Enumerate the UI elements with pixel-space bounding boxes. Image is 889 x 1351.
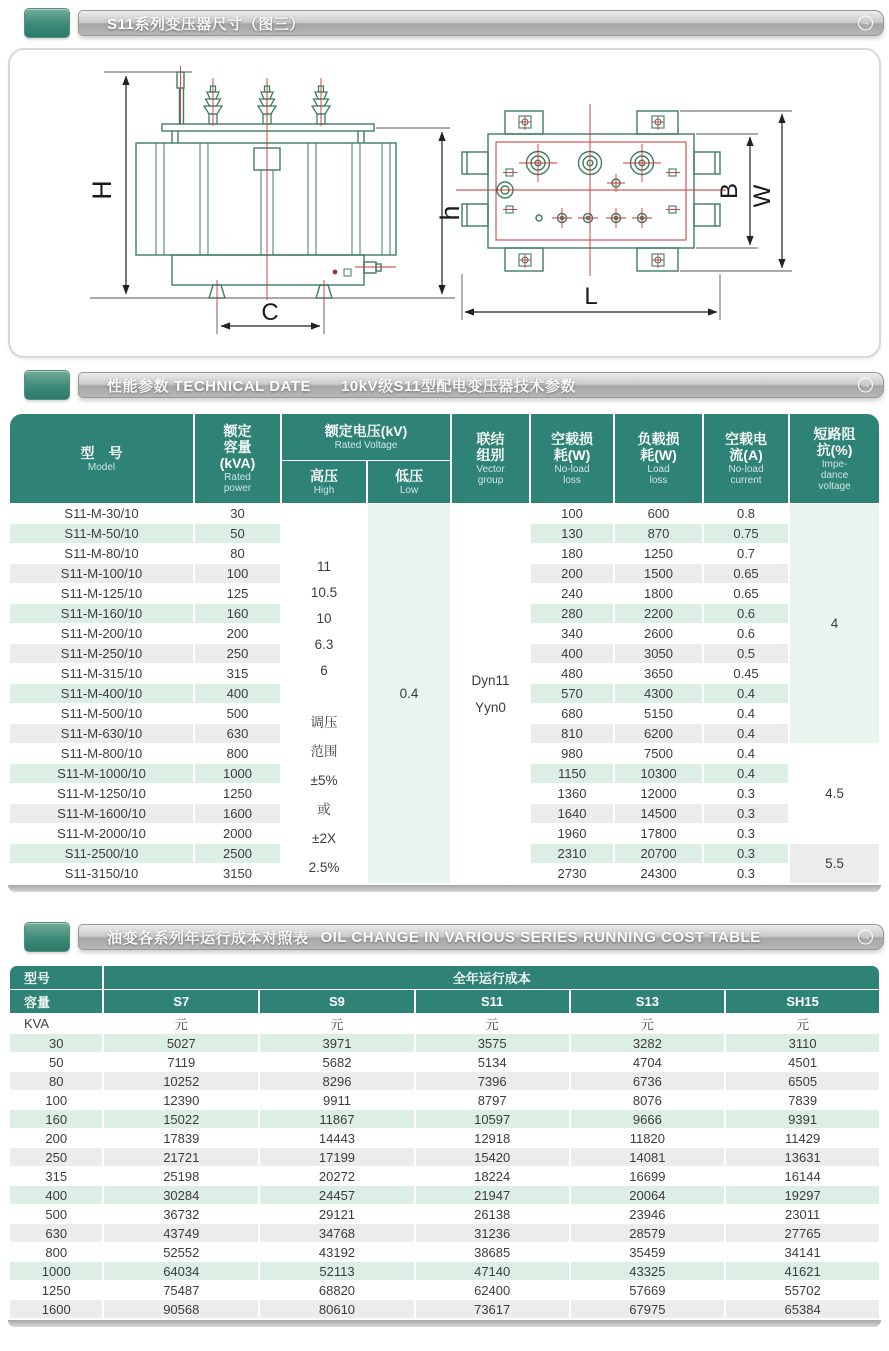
cost-cell: 29121 xyxy=(260,1205,414,1223)
capacity-cell: 50 xyxy=(10,1053,102,1071)
cost-cell: 5134 xyxy=(416,1053,569,1071)
section-header-dimensions xyxy=(24,8,884,38)
model-cell: S11-M-80/10 xyxy=(10,544,193,563)
cost-cell: 4501 xyxy=(726,1053,879,1071)
no-load-loss-cell: 1150 xyxy=(531,764,613,783)
currency-unit-cell: 元 xyxy=(104,1014,258,1033)
capacity-cell: 80 xyxy=(195,544,280,563)
cost-cell: 34141 xyxy=(726,1243,879,1261)
no-load-current-cell: 0.65 xyxy=(704,564,788,583)
cost-cell: 80610 xyxy=(260,1300,414,1318)
no-load-current-cell: 0.4 xyxy=(704,744,788,763)
load-loss-cell: 2200 xyxy=(615,604,702,623)
model-cell: S11-M-125/10 xyxy=(10,584,193,603)
cost-cell: 24457 xyxy=(260,1186,414,1204)
cost-cell: 43749 xyxy=(104,1224,258,1242)
cost-col-header-annual-cost: 全年运行成本 xyxy=(104,966,879,989)
cost-cell: 43325 xyxy=(571,1262,725,1280)
cost-cell: 38685 xyxy=(416,1243,569,1261)
cost-col-header-s13: S13 xyxy=(571,990,725,1013)
col-header-vector-group: 联结 组别 Vector group xyxy=(452,414,529,503)
section-tab-icon xyxy=(24,370,70,400)
cost-table-row xyxy=(10,1205,879,1223)
no-load-current-cell: 0.6 xyxy=(704,604,788,623)
cost-cell: 5682 xyxy=(260,1053,414,1071)
cost-cell: 14443 xyxy=(260,1129,414,1147)
transformer-dimension-drawing xyxy=(10,50,879,354)
cost-cell: 7396 xyxy=(416,1072,569,1090)
capacity-cell: 800 xyxy=(10,1243,102,1261)
currency-unit-cell: 元 xyxy=(571,1014,725,1033)
cost-cell: 13631 xyxy=(726,1148,879,1166)
cost-cell: 6736 xyxy=(571,1072,725,1090)
arrow-circle-icon[interactable]: → xyxy=(858,16,873,31)
cost-cell: 75487 xyxy=(104,1281,258,1299)
no-load-current-cell: 0.3 xyxy=(704,844,788,863)
cost-col-header-s9: S9 xyxy=(260,990,414,1013)
load-loss-cell: 1250 xyxy=(615,544,702,563)
capacity-cell: 400 xyxy=(10,1186,102,1204)
cost-col-header-s11: S11 xyxy=(416,990,569,1013)
no-load-current-cell: 0.7 xyxy=(704,544,788,563)
cost-cell: 43192 xyxy=(260,1243,414,1261)
cost-cell: 7119 xyxy=(104,1053,258,1071)
no-load-current-cell: 0.4 xyxy=(704,704,788,723)
capacity-cell: 30 xyxy=(10,1034,102,1052)
no-load-current-cell: 0.75 xyxy=(704,524,788,543)
cost-cell: 21721 xyxy=(104,1148,258,1166)
load-loss-cell: 2600 xyxy=(615,624,702,643)
capacity-cell: 3150 xyxy=(195,864,280,883)
cost-cell: 23946 xyxy=(571,1205,725,1223)
oil-drain-dot xyxy=(333,270,338,275)
cost-col-header-model: 型号 xyxy=(10,966,102,989)
model-cell: S11-M-315/10 xyxy=(10,664,193,683)
cost-cell: 12390 xyxy=(104,1091,258,1109)
impedance-merged-cell: 4.5 xyxy=(790,744,879,843)
hv-bushing-icon xyxy=(204,78,222,126)
capacity-cell: 1000 xyxy=(10,1262,102,1280)
cost-cell: 25198 xyxy=(104,1167,258,1185)
cost-cell: 8296 xyxy=(260,1072,414,1090)
model-cell: S11-M-30/10 xyxy=(10,504,193,523)
cost-cell: 3282 xyxy=(571,1034,725,1052)
cost-cell: 5027 xyxy=(104,1034,258,1052)
side-view-drawing xyxy=(87,66,465,334)
no-load-loss-cell: 810 xyxy=(531,724,613,743)
cost-col-header-s7: S7 xyxy=(104,990,258,1013)
cost-cell: 15420 xyxy=(416,1148,569,1166)
capacity-cell: 125 xyxy=(195,584,280,603)
load-loss-cell: 3650 xyxy=(615,664,702,683)
cost-cell: 7839 xyxy=(726,1091,879,1109)
capacity-cell: 1600 xyxy=(195,804,280,823)
capacity-cell: 200 xyxy=(10,1129,102,1147)
cost-table-row xyxy=(10,1243,879,1261)
no-load-current-cell: 0.3 xyxy=(704,824,788,843)
capacity-cell: 500 xyxy=(10,1205,102,1223)
hv-tap-range: 调压 范围 ±5% 或 ±2X 2.5% xyxy=(308,715,340,875)
no-load-loss-cell: 130 xyxy=(531,524,613,543)
high-voltage-merged-cell xyxy=(282,504,366,883)
section-tab-icon xyxy=(24,922,70,952)
cost-cell: 14081 xyxy=(571,1148,725,1166)
load-loss-cell: 4300 xyxy=(615,684,702,703)
cost-cell: 90568 xyxy=(104,1300,258,1318)
cost-cell: 16699 xyxy=(571,1167,725,1185)
cost-table-row xyxy=(10,1148,879,1166)
cost-table-row xyxy=(10,1262,879,1280)
capacity-cell: 200 xyxy=(195,624,280,643)
cost-cell: 4704 xyxy=(571,1053,725,1071)
section-title: 性能参数 TECHNICAL DATE xyxy=(107,377,311,395)
cost-table-row xyxy=(10,1110,879,1128)
cost-cell: 31236 xyxy=(416,1224,569,1242)
capacity-cell: 160 xyxy=(10,1110,102,1128)
no-load-loss-cell: 480 xyxy=(531,664,613,683)
model-cell: S11-M-50/10 xyxy=(10,524,193,543)
cost-cell: 9391 xyxy=(726,1110,879,1128)
table-bottom-shadow xyxy=(8,885,881,892)
cost-cell: 11820 xyxy=(571,1129,725,1147)
model-cell: S11-M-100/10 xyxy=(10,564,193,583)
cost-cell: 47140 xyxy=(416,1262,569,1280)
col-header-impedance: 短路阻 抗(%) Impe- dance voltage xyxy=(790,414,879,503)
cost-cell: 73617 xyxy=(416,1300,569,1318)
cost-cell: 3110 xyxy=(726,1034,879,1052)
no-load-current-cell: 0.5 xyxy=(704,644,788,663)
load-loss-cell: 600 xyxy=(615,504,702,523)
cost-cell: 57669 xyxy=(571,1281,725,1299)
cost-col-header-sh15: SH15 xyxy=(726,990,879,1013)
section-strip xyxy=(78,372,884,398)
model-cell: S11-M-400/10 xyxy=(10,684,193,703)
tech-table-body xyxy=(10,504,879,883)
load-loss-cell: 5150 xyxy=(615,704,702,723)
load-loss-cell: 1800 xyxy=(615,584,702,603)
capacity-cell: 100 xyxy=(195,564,280,583)
cost-table-row xyxy=(10,1091,879,1109)
capacity-cell: 1600 xyxy=(10,1300,102,1318)
no-load-loss-cell: 1360 xyxy=(531,784,613,803)
dimension-drawing-card xyxy=(8,48,881,358)
table-bottom-shadow xyxy=(8,1320,881,1327)
no-load-loss-cell: 2310 xyxy=(531,844,613,863)
capacity-cell: 1250 xyxy=(195,784,280,803)
col-header-low-voltage: 低压 Low xyxy=(368,461,450,503)
cost-cell: 10252 xyxy=(104,1072,258,1090)
model-cell: S11-M-2000/10 xyxy=(10,824,193,843)
currency-unit-cell: 元 xyxy=(416,1014,569,1033)
capacity-cell: 250 xyxy=(195,644,280,663)
capacity-cell: 500 xyxy=(195,704,280,723)
no-load-current-cell: 0.4 xyxy=(704,724,788,743)
model-cell: S11-3150/10 xyxy=(10,864,193,883)
capacity-cell: 160 xyxy=(195,604,280,623)
cost-cell: 52552 xyxy=(104,1243,258,1261)
load-loss-cell: 7500 xyxy=(615,744,702,763)
hv-voltage-values: 11 10.5 10 6.3 6 xyxy=(310,559,338,678)
cost-cell: 62400 xyxy=(416,1281,569,1299)
cost-cell: 28579 xyxy=(571,1224,725,1242)
cost-table-row xyxy=(10,1167,879,1185)
cost-table-row xyxy=(10,1053,879,1071)
cost-cell: 8797 xyxy=(416,1091,569,1109)
model-cell: S11-M-1250/10 xyxy=(10,784,193,803)
capacity-cell: 315 xyxy=(10,1167,102,1185)
no-load-current-cell: 0.3 xyxy=(704,804,788,823)
cost-cell: 3971 xyxy=(260,1034,414,1052)
load-loss-cell: 870 xyxy=(615,524,702,543)
cost-table-row xyxy=(10,1034,879,1052)
no-load-loss-cell: 400 xyxy=(531,644,613,663)
arrow-circle-icon[interactable]: → xyxy=(858,930,873,945)
kva-unit-label: KVA xyxy=(10,1014,102,1033)
running-cost-table xyxy=(8,965,881,1319)
col-header-no-load-loss: 空载损 耗(W) No-load loss xyxy=(531,414,613,503)
capacity-cell: 630 xyxy=(10,1224,102,1242)
dimension-label-C: C xyxy=(261,299,279,326)
capacity-cell: 2000 xyxy=(195,824,280,843)
no-load-current-cell: 0.8 xyxy=(704,504,788,523)
no-load-loss-cell: 1640 xyxy=(531,804,613,823)
section-title: 油变各系列年运行成本对照表 xyxy=(107,929,309,947)
dimension-label-H: H xyxy=(87,180,117,200)
cost-cell: 21947 xyxy=(416,1186,569,1204)
col-header-rated-voltage: 额定电压(kV) Rated Voltage xyxy=(282,414,450,460)
no-load-loss-cell: 2730 xyxy=(531,864,613,883)
load-loss-cell: 12000 xyxy=(615,784,702,803)
currency-unit-cell: 元 xyxy=(726,1014,879,1033)
no-load-loss-cell: 1960 xyxy=(531,824,613,843)
section-title-en: OIL CHANGE IN VARIOUS SERIES RUNNING COST TABLE xyxy=(320,928,761,946)
capacity-cell: 2500 xyxy=(195,844,280,863)
cost-cell: 11429 xyxy=(726,1129,879,1147)
dimension-label-L: L xyxy=(584,283,598,310)
cost-cell: 26138 xyxy=(416,1205,569,1223)
cost-cell: 23011 xyxy=(726,1205,879,1223)
cost-table-row xyxy=(10,1129,879,1147)
dimension-label-h: h xyxy=(435,205,465,221)
tech-table-header xyxy=(10,414,879,503)
no-load-loss-cell: 280 xyxy=(531,604,613,623)
load-loss-cell: 17800 xyxy=(615,824,702,843)
cost-table-row xyxy=(10,1300,879,1318)
cost-table-row xyxy=(10,1281,879,1299)
cost-cell: 67975 xyxy=(571,1300,725,1318)
cost-cell: 27765 xyxy=(726,1224,879,1242)
no-load-loss-cell: 340 xyxy=(531,624,613,643)
low-voltage-merged-cell: 0.4 xyxy=(368,504,450,883)
cost-table-body xyxy=(10,1014,879,1318)
cost-cell: 20272 xyxy=(260,1167,414,1185)
no-load-loss-cell: 570 xyxy=(531,684,613,703)
cost-cell: 12918 xyxy=(416,1129,569,1147)
no-load-current-cell: 0.45 xyxy=(704,664,788,683)
cost-cell: 19297 xyxy=(726,1186,879,1204)
no-load-current-cell: 0.3 xyxy=(704,864,788,883)
no-load-loss-cell: 100 xyxy=(531,504,613,523)
section-strip xyxy=(78,10,884,36)
load-loss-cell: 1500 xyxy=(615,564,702,583)
tech-table-row xyxy=(10,504,879,523)
dimension-label-B: B xyxy=(716,182,743,200)
section-header-technical xyxy=(24,370,884,400)
cost-cell: 17199 xyxy=(260,1148,414,1166)
capacity-cell: 630 xyxy=(195,724,280,743)
section-subtitle: 10kV级S11型配电变压器技术参数 xyxy=(340,377,576,395)
col-header-high-voltage: 高压 High xyxy=(282,461,366,503)
col-header-load-loss: 负载损 耗(W) Load loss xyxy=(615,414,702,503)
section-tab-icon xyxy=(24,8,70,38)
cost-cell: 8076 xyxy=(571,1091,725,1109)
section-strip xyxy=(78,924,884,950)
cost-cell: 30284 xyxy=(104,1186,258,1204)
cost-cell: 20064 xyxy=(571,1186,725,1204)
cost-cell: 15022 xyxy=(104,1110,258,1128)
dimension-label-W: W xyxy=(749,184,776,208)
capacity-cell: 80 xyxy=(10,1072,102,1090)
no-load-current-cell: 0.3 xyxy=(704,784,788,803)
capacity-cell: 1000 xyxy=(195,764,280,783)
cost-cell: 52113 xyxy=(260,1262,414,1280)
no-load-loss-cell: 980 xyxy=(531,744,613,763)
no-load-loss-cell: 200 xyxy=(531,564,613,583)
model-cell: S11-M-630/10 xyxy=(10,724,193,743)
currency-unit-cell: 元 xyxy=(260,1014,414,1033)
load-loss-cell: 6200 xyxy=(615,724,702,743)
col-header-capacity: 额定 容量 (kVA) Rated power xyxy=(195,414,280,503)
cost-cell: 65384 xyxy=(726,1300,879,1318)
cost-col-header-capacity: 容量 xyxy=(10,990,102,1013)
no-load-loss-cell: 240 xyxy=(531,584,613,603)
cost-table-row xyxy=(10,1224,879,1242)
top-view-drawing xyxy=(456,104,792,320)
capacity-cell: 30 xyxy=(195,504,280,523)
cost-table-header xyxy=(10,966,879,1013)
section-header-cost xyxy=(24,922,884,952)
model-cell: S11-2500/10 xyxy=(10,844,193,863)
model-cell: S11-M-500/10 xyxy=(10,704,193,723)
capacity-cell: 800 xyxy=(195,744,280,763)
load-loss-cell: 10300 xyxy=(615,764,702,783)
cost-cell: 18224 xyxy=(416,1167,569,1185)
impedance-merged-cell: 4 xyxy=(790,504,879,743)
capacity-cell: 315 xyxy=(195,664,280,683)
cost-cell: 16144 xyxy=(726,1167,879,1185)
cost-cell: 36732 xyxy=(104,1205,258,1223)
model-cell: S11-M-1600/10 xyxy=(10,804,193,823)
vector-group-merged-cell: Dyn11 Yyn0 xyxy=(452,504,529,883)
cost-cell: 35459 xyxy=(571,1243,725,1261)
cost-cell: 11867 xyxy=(260,1110,414,1128)
model-cell: S11-M-250/10 xyxy=(10,644,193,663)
load-loss-cell: 24300 xyxy=(615,864,702,883)
load-loss-cell: 3050 xyxy=(615,644,702,663)
model-cell: S11-M-200/10 xyxy=(10,624,193,643)
no-load-current-cell: 0.4 xyxy=(704,764,788,783)
col-header-model: 型 号 Model xyxy=(10,414,193,503)
cost-unit-row xyxy=(10,1014,879,1033)
cost-cell: 9666 xyxy=(571,1110,725,1128)
cost-cell: 64034 xyxy=(104,1262,258,1280)
model-cell: S11-M-160/10 xyxy=(10,604,193,623)
section-title: S11系列变压器尺寸（图三） xyxy=(107,15,305,33)
no-load-loss-cell: 680 xyxy=(531,704,613,723)
cost-cell: 9911 xyxy=(260,1091,414,1109)
model-cell: S11-M-1000/10 xyxy=(10,764,193,783)
no-load-loss-cell: 180 xyxy=(531,544,613,563)
no-load-current-cell: 0.4 xyxy=(704,684,788,703)
no-load-current-cell: 0.65 xyxy=(704,584,788,603)
model-cell: S11-M-800/10 xyxy=(10,744,193,763)
capacity-cell: 400 xyxy=(195,684,280,703)
capacity-cell: 1250 xyxy=(10,1281,102,1299)
no-load-current-cell: 0.6 xyxy=(704,624,788,643)
load-loss-cell: 14500 xyxy=(615,804,702,823)
capacity-cell: 100 xyxy=(10,1091,102,1109)
capacity-cell: 250 xyxy=(10,1148,102,1166)
cost-cell: 34768 xyxy=(260,1224,414,1242)
capacity-cell: 50 xyxy=(195,524,280,543)
impedance-merged-cell: 5.5 xyxy=(790,844,879,883)
cost-cell: 68820 xyxy=(260,1281,414,1299)
technical-parameters-table xyxy=(8,413,881,884)
cost-cell: 6505 xyxy=(726,1072,879,1090)
cost-table-row xyxy=(10,1186,879,1204)
cost-cell: 10597 xyxy=(416,1110,569,1128)
cost-cell: 55702 xyxy=(726,1281,879,1299)
load-loss-cell: 20700 xyxy=(615,844,702,863)
cost-cell: 17839 xyxy=(104,1129,258,1147)
cost-cell: 41621 xyxy=(726,1262,879,1280)
col-header-no-load-current: 空载电 流(A) No-load current xyxy=(704,414,788,503)
cost-cell: 3575 xyxy=(416,1034,569,1052)
hv-bushing-icon xyxy=(312,78,330,126)
arrow-circle-icon[interactable]: → xyxy=(858,378,873,393)
cost-table-row xyxy=(10,1072,879,1090)
